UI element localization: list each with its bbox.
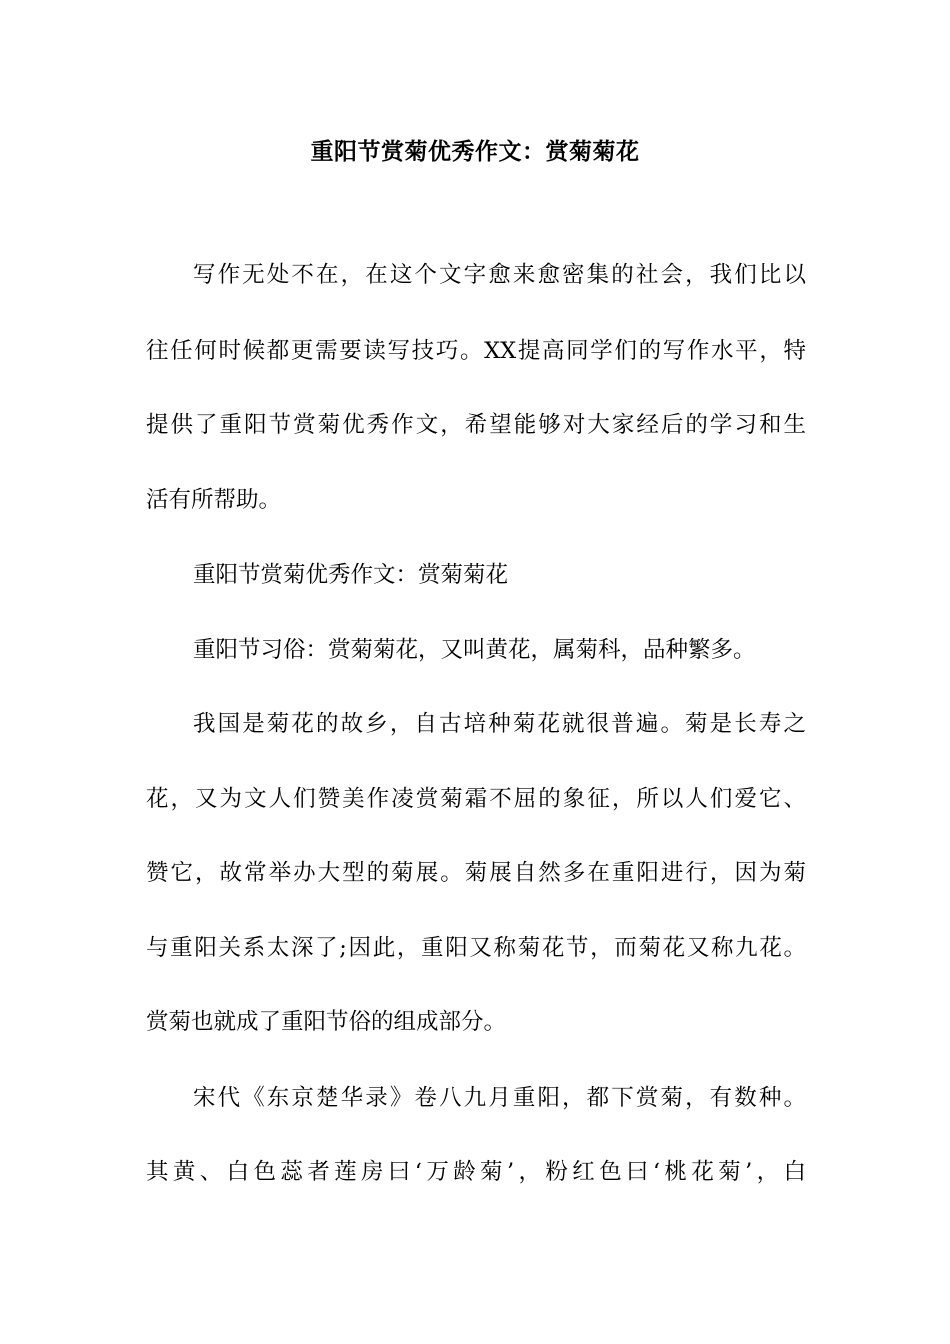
paragraph-line: 花，又为文人们赞美作凌赏菊霜不屈的象征，所以人们爱它、 bbox=[146, 786, 806, 812]
document-title: 重阳节赏菊优秀作文：赏菊菊花 bbox=[310, 138, 640, 165]
paragraph-line: 其黄、白色蕊者莲房曰‘万龄菊’，粉红色曰‘桃花菊’，白 bbox=[146, 1159, 806, 1185]
section-heading-line: 重阳节赏菊优秀作文：赏菊菊花 bbox=[193, 562, 509, 588]
paragraph-line: 赏菊也就成了重阳节俗的组成部分。 bbox=[146, 1009, 507, 1035]
paragraph-line: 宋代《东京楚华录》卷八九月重阳，都下赏菊，有数种。 bbox=[193, 1085, 806, 1111]
paragraph-line: 与重阳关系太深了;因此，重阳又称菊花节，而菊花又称九花。 bbox=[146, 935, 806, 961]
paragraph-line: 活有所帮助。 bbox=[146, 487, 282, 513]
paragraph-line: 赞它，故常举办大型的菊展。菊展自然多在重阳进行，因为菊 bbox=[146, 860, 806, 886]
paragraph-line: 提供了重阳节赏菊优秀作文，希望能够对大家经后的学习和生 bbox=[146, 412, 806, 438]
paragraph-line: 写作无处不在，在这个文字愈来愈密集的社会，我们比以 bbox=[193, 262, 806, 288]
paragraph-line: 我国是菊花的故乡，自古培种菊花就很普遍。菊是长寿之 bbox=[193, 711, 806, 737]
paragraph-line: 重阳节习俗：赏菊菊花，又叫黄花，属菊科，品种繁多。 bbox=[193, 637, 756, 663]
paragraph-line: 往任何时候都更需要读写技巧。XX提高同学们的写作水平，特 bbox=[146, 338, 806, 364]
